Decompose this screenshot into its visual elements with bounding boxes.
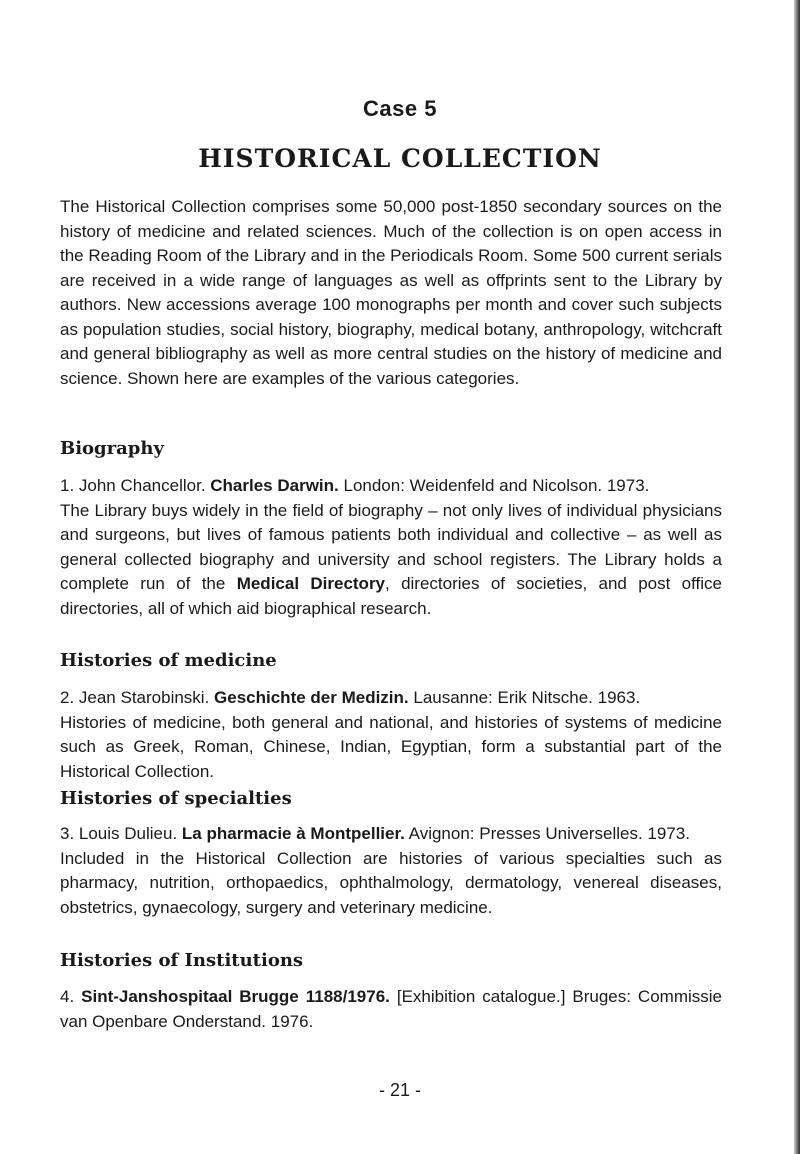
section-heading-histories-of-medicine: Histories of medicine bbox=[60, 650, 277, 671]
page-edge-shadow bbox=[794, 0, 800, 1154]
citation-2-title: Geschichte der Medizin. bbox=[214, 688, 409, 707]
intro-paragraph: The Historical Collection comprises some 50,000 post-1850 secondary sources on the history of medicine and related sciences. Much of the collection is on open access in the Reading Room of the Library and in the Periodicals Room. Some 500 current serials are received in a wide range of languages as well as offprints sent to the Library by authors. New accessions average 100 monographs per month and cover such subjects as population studies, social history, biography, medical botany, anthropology, witchcraft and general bibliography as well as more central studies on the history of medicine and science. Shown here are examples of the various categories. bbox=[60, 197, 722, 388]
page-title: HISTORICAL COLLECTION bbox=[198, 144, 602, 173]
citation-3-publisher: Avignon: Presses Universelles. 1973. bbox=[404, 824, 690, 843]
citation-4-number: 4. bbox=[60, 987, 82, 1006]
citation-2 bbox=[60, 686, 722, 711]
page-number: - 21 - bbox=[378, 1080, 421, 1100]
citation-2-author: 2. Jean Starobinski. bbox=[60, 688, 215, 707]
case-label: Case 5 bbox=[363, 96, 437, 121]
histories-of-medicine-description: Histories of medicine, both general and national, and histories of systems of medicine such as Greek, Roman, Chinese, Indian, Egyptian, form a substantial part of the Historical Collection. bbox=[60, 712, 722, 781]
section-heading-histories-of-specialties: Histories of specialties bbox=[60, 788, 292, 809]
histories-of-specialties-description: Included in the Historical Collection are histories of various specialties such as pharmacy, nutrition, orthopaedics, ophthalmology, dermatology, venereal diseases, obstetrics, gynaecology, surgery and veterinary medicine. bbox=[60, 848, 722, 917]
section-heading-histories-of-institutions: Histories of Institutions bbox=[60, 950, 304, 971]
medical-directory-title: Medical Directory bbox=[236, 574, 386, 593]
biography-desc-part2: , directories of societies, and post office directories, all of which aid biographical research. bbox=[60, 574, 722, 618]
citation-2-publisher: Lausanne: Erik Nitsche. 1963. bbox=[408, 688, 641, 707]
biography-desc-part1: The Library buys widely in the field of biography – not only lives of individual physicians and surgeons, but lives of famous patients both individual and collective – as well as general collected biography and university and school registers. The Library holds a complete run of the bbox=[60, 500, 722, 593]
citation-4 bbox=[60, 985, 722, 1034]
citation-4-publisher: [Exhibition catalogue.] Bruges: Commissie van Openbare Onderstand. 1976. bbox=[60, 987, 722, 1031]
citation-3 bbox=[60, 822, 722, 847]
citation-1-title: Charles Darwin. bbox=[210, 476, 339, 495]
citation-1-publisher: London: Weidenfeld and Nicolson. 1973. bbox=[338, 476, 650, 495]
citation-4-title: Sint-Janshospitaal Brugge 1188/1976. bbox=[81, 987, 390, 1006]
section-histories-of-institutions bbox=[60, 985, 722, 1034]
citation-1 bbox=[60, 474, 722, 499]
biography-description bbox=[60, 499, 722, 622]
citation-3-author: 3. Louis Dulieu. bbox=[60, 824, 182, 843]
section-histories-of-specialties bbox=[60, 822, 722, 920]
citation-1-author: 1. John Chancellor. bbox=[60, 476, 211, 495]
section-histories-of-medicine bbox=[60, 686, 722, 784]
citation-3-title: La pharmacie à Montpellier. bbox=[181, 824, 405, 843]
section-heading-biography: Biography bbox=[60, 438, 164, 459]
section-biography bbox=[60, 474, 722, 621]
